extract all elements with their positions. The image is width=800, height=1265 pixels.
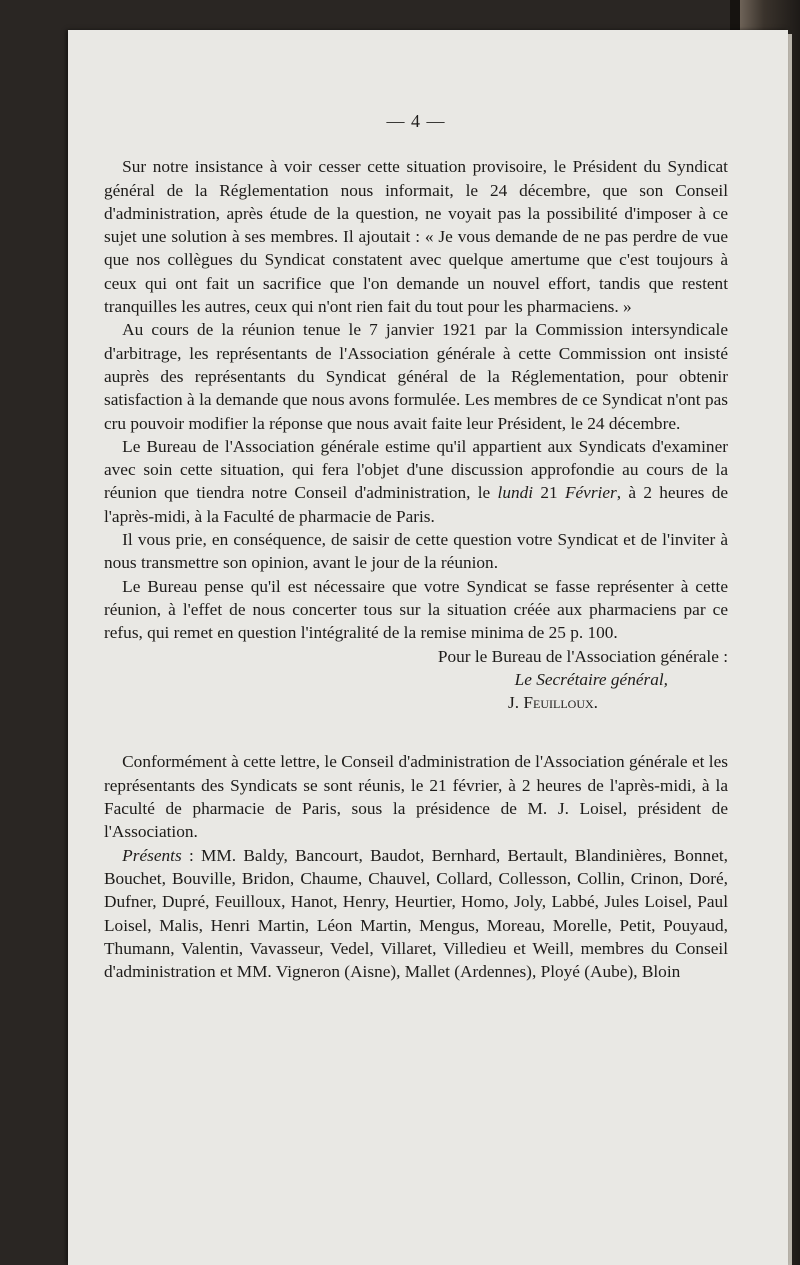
section-gap — [104, 714, 728, 750]
page-content — [104, 110, 728, 983]
paragraph-5: Le Bureau pense qu'il est nécessaire que votre Syndicat se fasse représenter à cette réunion, à l'effet de nous concerter tous sur la situation créée aux pharmaciens par ce refus, qui remet en question l'intégralité de la remise minima de 25 p. 100. — [104, 576, 728, 643]
presents-list: : MM. Baldy, Bancourt, Baudot, Bernhard, Bertault, Blandinières, Bonnet, Bouchet, Bouville, Bridon, Chaume, Chauvel, Collard, Collesson, Collin, Crinon, Doré, Dufner, Dupré, Feuilloux, Hanot, Henry, Heurtier, Homo, Joly, Labbé, Jules Loisel, Paul Loisel, Malis, Henri Martin, Léon Martin, Mengus, Moreau, Morelle, Petit, Pouyaud, Thumann, Valentin, Vavasseur, Vedel, Villaret, Villedieu et Weill, membres du Conseil d'administration et MM. Vigneron (Aisne), Mallet (Ardennes), Ployé (Aube), Bloin — [104, 845, 728, 982]
signature-surname: Feuilloux. — [523, 693, 598, 713]
paragraph-3-before: Le Bureau de l'Association générale estime qu'il appartient aux Syndicats d'examiner avec soin cette situation, qui fera l'objet d'une discussion approfondie au cours de la réunion que tiendra notre Conseil d'administration, le — [104, 436, 728, 503]
signature-line-1: Pour le Bureau de l'Association générale : — [437, 646, 728, 666]
paragraph-3 — [104, 435, 728, 528]
presents-label: Présents — [122, 845, 182, 865]
paragraph-3-after: , à 2 heures de l'après-midi, à la Faculté de pharmacie de Paris. — [104, 483, 729, 526]
signature-title: Le Secrétaire général, — [514, 669, 668, 689]
paragraph-1: Sur notre insistance à voir cesser cette situation provisoire, le Président du Syndicat général de la Réglementation nous informait, le 24 décembre, que son Conseil d'administration, après étude de la question, ne voyait pas la possibilité d'imposer à ce sujet une solution à ses membres. Il ajoutait : « Je vous demande de ne pas perdre de vue que nos collègues du Syndicat constatent avec quelque amertume que c'est toujours à ceux qui ont fait un sacrifice que l'on demande un nouvel effort, tandis que restent tranquilles les autres, ceux qui n'ont rien fait du tout pour les pharmaciens. » — [104, 157, 728, 317]
paragraph-6: Conformément à cette lettre, le Conseil d'administration de l'Association générale et les représentants des Syndicats se sont réunis, le 21 février, à 2 heures de l'après-midi, à la Faculté de pharmacie de Paris, sous la présidence de M. J. Loisel, président de l'Association. — [104, 752, 728, 842]
page-number: — 4 — — [386, 111, 446, 131]
signature-initial: J. — [508, 693, 524, 713]
paragraph-presents — [104, 844, 728, 984]
signature-block — [104, 645, 728, 715]
paragraph-3-day: lundi — [497, 483, 534, 503]
paragraph-3-mid: 21 — [533, 483, 565, 503]
paragraph-2: Au cours de la réunion tenue le 7 janvier 1921 par la Commission intersyndicale d'arbitrage, les représentants de l'Association générale à cette Commission ont insisté auprès des représentants du Syndicat général de la Réglementation, pour obtenir satisfaction à la demande que nous avons formulée. Les membres de ce Syndicat n'ont pas cru pouvoir modifier la réponse que nous avait faite leur Président, le 24 décembre. — [104, 320, 728, 433]
signature-name — [104, 691, 728, 714]
paragraph-4: Il vous prie, en conséquence, de saisir de cette question votre Syndicat et de l'inviter à nous transmettre son opinion, avant le jour de la réunion. — [104, 530, 728, 573]
paragraph-3-month: Février — [564, 483, 617, 503]
